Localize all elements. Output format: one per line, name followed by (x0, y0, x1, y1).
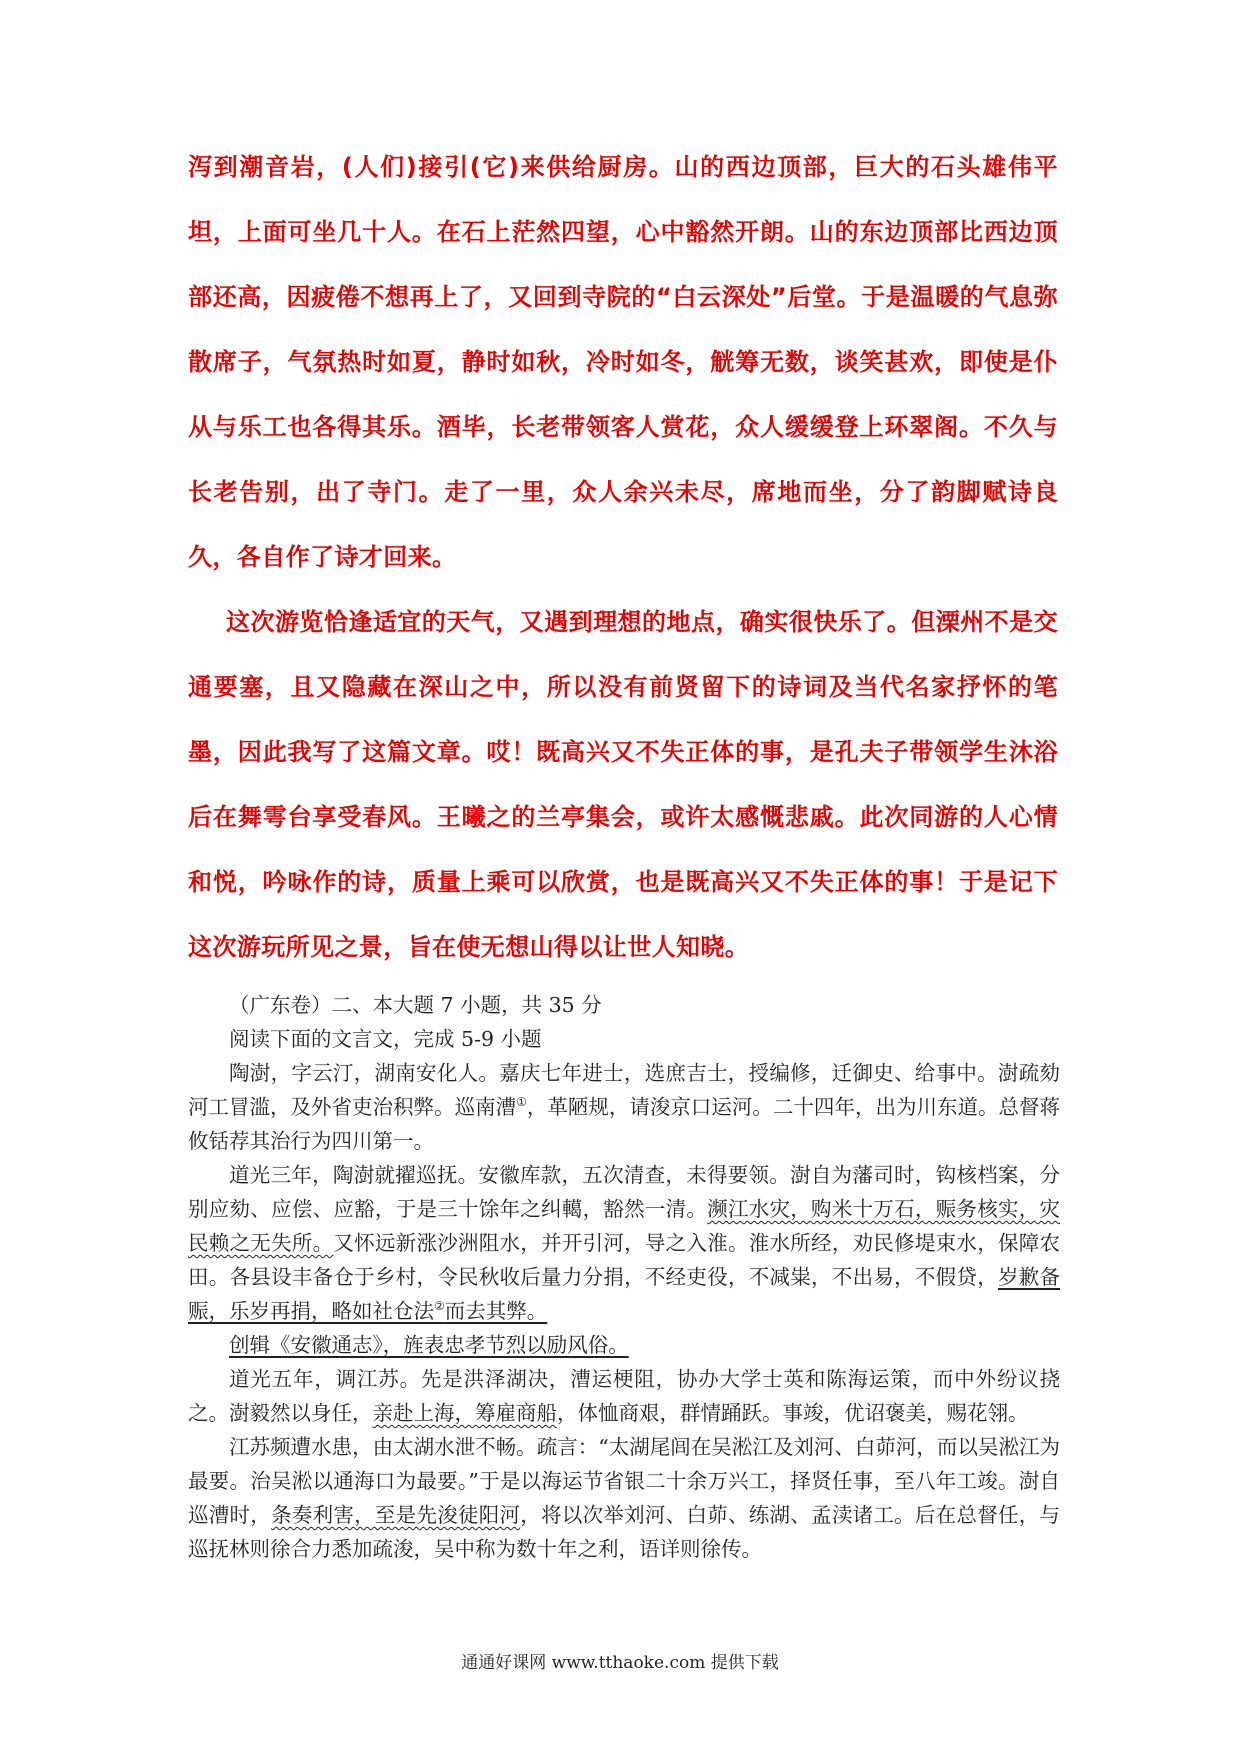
p1-text: 陶澍，字云汀，湖南安化人。嘉庆七年进士，选庶吉士，授编修，迁御史、给事中。澍疏劾河工冒滥，及外省吏治积弊。巡南漕 (188, 1061, 1060, 1119)
wavy-phrase-2: 条奏利害，至是先浚徒阳河 (271, 1503, 521, 1527)
translation-paragraph-2: 这次游览恰逢适宜的天气，又遇到理想的地点，确实很快乐了。但溧州不是交通要塞，且又隐藏在深山之中，所以没有前贤留下的诗词及当代名家抒怀的笔墨，因此我写了这篇文章。哎！既高兴又不失正体的事，是孔夫子带领学生沐浴后在舞雩台享受春风。王曦之的兰亭集会，或许太感慨悲戚。此次同游的人心情和悦，吟咏作的诗，质量上乘可以欣赏，也是既高兴又不失正体的事！于是记下这次游玩所见之景，旨在使无想山得以让世人知晓。 (188, 608, 1058, 961)
p2-text-a: 道光三年，陶澍就擢巡抚。安徽库款，五次清查，未得要领。澍自为藩司时，钩核档案，分别应劾、应偿、应豁，于是三十馀年之纠轕，豁然一清。 (188, 1163, 1060, 1221)
p4-text-b: ，体恤商艰，群情踊跃。事竣，优诏褒美，赐花翎。 (557, 1401, 1029, 1425)
page-footer: 通通好课网 www.tthaoke.com 提供下载 (461, 1653, 779, 1673)
passage-paragraph-1 (188, 1056, 1060, 1158)
p5-text-b: ，将以次举刘河、白茆、练湖、孟渎诸工。后在总督任，与巡抚林则徐合力悉加疏浚，吴中称为数十年之利，语详则徐传。 (188, 1503, 1061, 1561)
p2-underline-a: 岁歉备赈，乐岁再捐，略如社仓法 (188, 1265, 1061, 1323)
translation-paragraph-1: 泻到潮音岩，(人们)接引(它)来供给厨房。山的西边顶部，巨大的石头雄伟平坦，上面可坐几十人。在石上茫然四望，心中豁然开朗。山的东边顶部比西边顶部还高，因疲倦不想再上了，又回到寺院的“白云深处”后堂。于是温暖的气息弥散席子，气氛热时如夏，静时如秋，冷时如冬，觥筹无数，谈笑甚欢，即使是仆从与乐工也各得其乐。酒毕，长老带领客人赏花，众人缓缓登上环翠阁。不久与长老告别，出了寺门。走了一里，众人余兴未尽，席地而坐，分了韵脚赋诗良久，各自作了诗才回来。 (188, 153, 1058, 571)
p5-text-a: 江苏频遭水患，由太湖水泄不畅。疏言：“太湖尾闾在吴淞江及刘河、白茆河，而以吴淞江为最要。治吴淞以通海口为最要。”于是以海运节省银二十余万兴工，择贤任事，至八年工竣。澍自巡漕时， (188, 1435, 1060, 1527)
p2-underline-b: 而去其弊。 (444, 1299, 548, 1323)
passage-paragraph-3 (188, 1328, 1060, 1362)
exam-passage (188, 988, 1060, 1566)
underlined-sentence-1: 濒江水灾，购米十万石，赈务核实，灾民赖之无失所。 (188, 1197, 1061, 1255)
underlined-sentence-3: 创辑《安徽通志》，旌表忠孝节烈以励风俗。 (229, 1333, 629, 1357)
passage-paragraph-5 (188, 1430, 1060, 1566)
wavy-phrase-1: 亲赴上海，筹雇商船 (372, 1401, 557, 1425)
p4-text-a: 道光五年，调江苏。先是洪泽湖决，漕运梗阻，协办大学士英和陈海运策，而中外纷议挠之。澍毅然以身任， (188, 1367, 1060, 1425)
exam-heading: （广东卷）二、本大题 7 小题，共 35 分 (229, 993, 602, 1017)
passage-paragraph-2 (188, 1158, 1060, 1328)
p1-rest: ，革陋规，请浚京口运河。二十四年，出为川东道。总督蒋攸铦荐其治行为四川第一。 (188, 1095, 1060, 1153)
footnote-marker-1: ① (516, 1095, 527, 1110)
passage-paragraph-4 (188, 1362, 1060, 1430)
exam-instruction: 阅读下面的文言文，完成 5-9 小题 (229, 1027, 542, 1051)
translation-block (188, 135, 1058, 980)
footnote-marker-2: ② (434, 1299, 445, 1314)
p2-text-b: 又怀远新涨沙洲阻水，并开引河，导之入淮。淮水所经，劝民修堤束水，保障农田。各县设丰备仓于乡村，令民秋收后量力分捐，不经吏役，不减粜，不出易，不假贷， (188, 1231, 1061, 1289)
